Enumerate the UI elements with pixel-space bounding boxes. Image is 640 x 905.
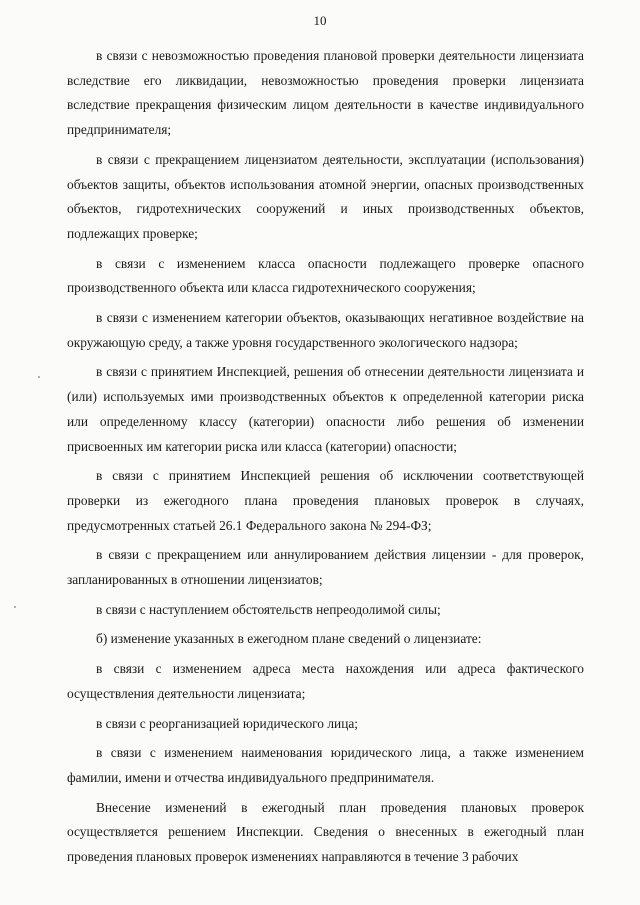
paragraph-termination-of-operation: в связи с прекращением лицензиатом деятельности, эксплуатации (использования) объектов защиты, объектов использования атомной энергии, опасных производственных объектов, гидротехнических сооружений и иных производственных объектов, подлежащих проверке;	[67, 151, 584, 241]
paragraph-exclusion-decision: в связи с принятием Инспекцией решения об исключении соответствующей проверки из ежегодного плана проведения плановых проверок в случаях, предусмотренных статьей 26.1 Федерального закона № 294-ФЗ;	[67, 468, 584, 533]
scan-speck	[38, 376, 40, 378]
paragraph-hazard-class-change: в связи с изменением класса опасности подлежащего проверке опасного производственного объекта или класса гидротехнического сооружения;	[67, 255, 584, 296]
document-body	[67, 44, 584, 875]
paragraph-force-majeure: в связи с наступлением обстоятельств непреодолимой силы;	[96, 601, 441, 617]
paragraph-address-change: в связи с изменением адреса места нахождения или адреса фактического осуществления деятельности лицензиата;	[67, 661, 584, 701]
paragraph-risk-category-decision: в связи с принятием Инспекцией, решения об отнесении деятельности лицензиата и (или) используемых ими производственных объектов к определенной категории риска или определенному классу (категории) опасности либо решения об изменении присвоенных им категории риска или класса (категории) опасности;	[67, 364, 584, 454]
paragraph-reorganization: в связи с реорганизацией юридического лица;	[96, 715, 359, 731]
paragraph-license-annulment: в связи с прекращением или аннулированием действия лицензии - для проверок, запланированных в отношении лицензиатов;	[67, 547, 584, 588]
scan-speck	[14, 606, 16, 608]
paragraph-environmental-category-change: в связи с изменением категории объектов, оказывающих негативное воздействие на окружающую среду, а также уровня государственного экологического надзора;	[67, 310, 584, 350]
page-number: 10	[313, 13, 327, 28]
paragraph-name-change: в связи с изменением наименования юридического лица, а также изменением фамилии, имени и отчества индивидуального предпринимателя.	[67, 745, 584, 785]
paragraph-liquidation: в связи с невозможностью проведения плановой проверки деятельности лицензиата вследствие его ликвидации, невозможностью проведения проверки лицензиата вследствие прекращения физическим лицом деятельности в качестве индивидуального предпринимателя;	[67, 48, 584, 138]
paragraph-licensee-info-change: б) изменение указанных в ежегодном плане сведений о лицензиате:	[96, 631, 482, 647]
paragraph-amendment-procedure: Внесение изменений в ежегодный план проведения плановых проверок осуществляется решением Инспекции. Сведения о внесенных в ежегодный план проведения плановых проверок изменениях направляются в течение 3 рабочих	[67, 799, 584, 865]
